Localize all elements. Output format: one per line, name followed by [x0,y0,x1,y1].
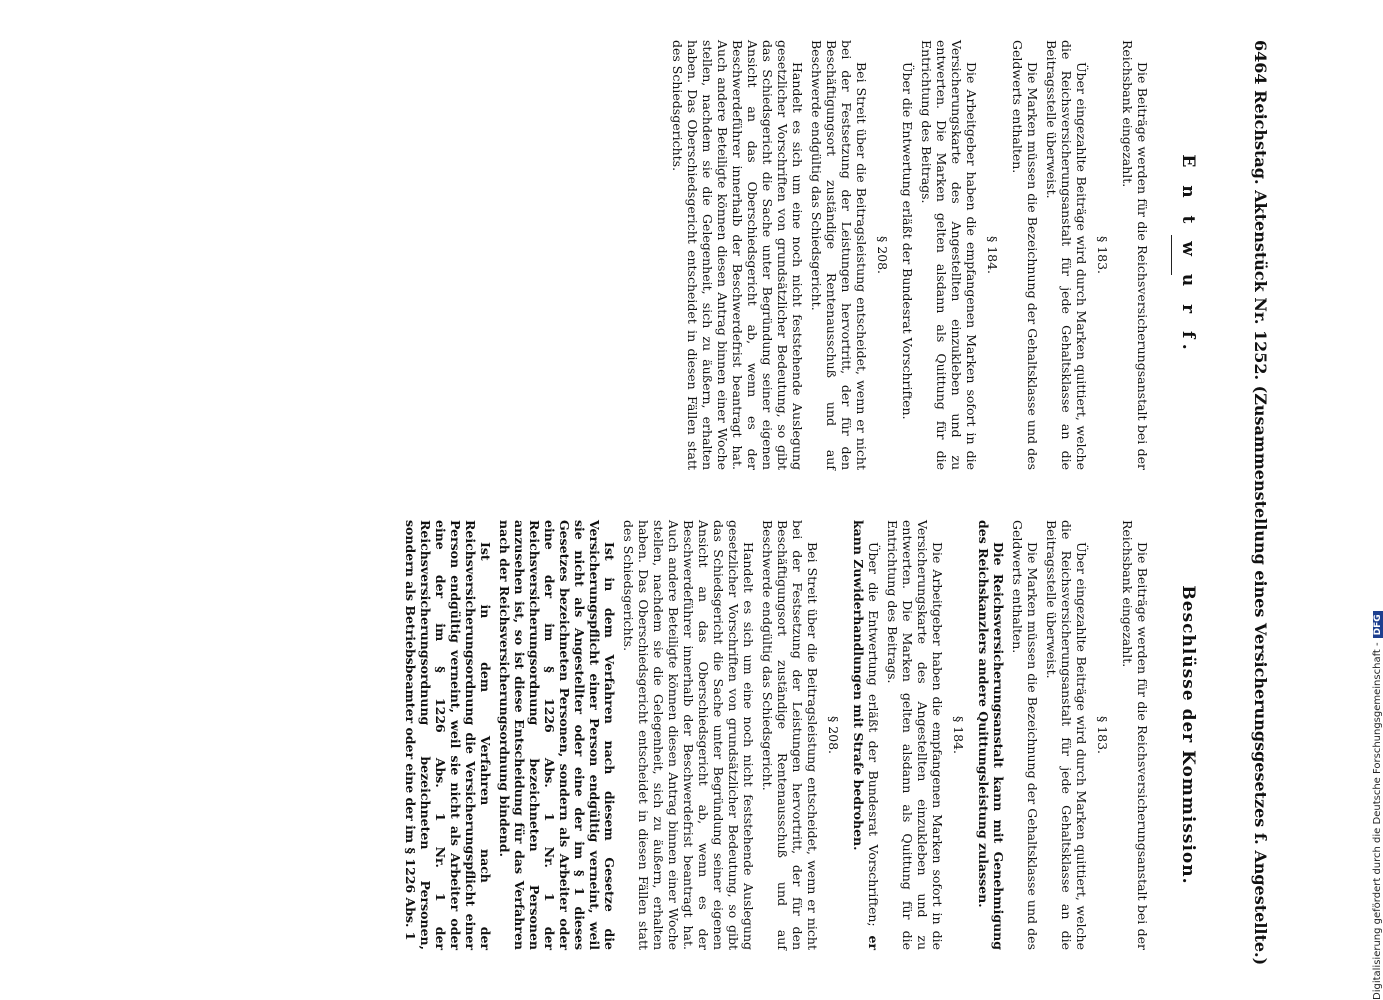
paragraph-text: Über die Entwertung erläßt der Bundesrat Vorschriften; [866,542,881,927]
paragraph: Die Arbeitgeber haben die empfangenen Marken sofort in die Versicherungskarte des Angestellten einzukleben und zu entwerten. Die Marken gelten alsdann als Quittung für die Entrichtung des Beitrags. [885,520,945,950]
section-heading: § 184. [985,235,1000,275]
paragraph [851,520,881,950]
paragraph: Die Arbeitgeber haben die empfangenen Marken sofort in die Versicherungskarte des Angestellten einzukleben und zu entwerten. Die Marken gelten alsdann als Quittung für die Entrichtung des Beitrags. [919,40,979,470]
section-heading: § 183. [1095,715,1110,755]
paragraph: Die Marken müssen die Bezeichnung der Gehaltsklasse und des Geldwerts enthalten. [1010,520,1040,950]
section-heading: § 184. [951,715,966,755]
left-column-title: E n t w u r f. [1178,154,1198,356]
page-header: 6464 Reichstag. Aktenstück Nr. 1252. (Zusammenstellung eines Versicherungsgesetzes f. Angestellte.) [1251,40,1270,966]
paragraph: Handelt es sich um eine noch nicht feststehende Auslegung gesetzlicher Vorschriften von grundsätzlicher Bedeutung, so gibt das Schiedsgericht die Sache unter Begründung seiner eigenen Ansicht an das Oberschiedsgericht ab, wenn es der Beschwerdeführer innerhalb der Beschwerdefrist beantragt hat. Auch andere Beteiligte können diesen Antrag binnen einer Woche stellen, nachdem sie die Gelegenheit, sich zu äußern, erhalten haben. Das Oberschiedsgericht entscheidet in diesen Fällen statt des Schiedsgerichts. [670,40,805,470]
paragraph-amendment: Die Reichsversicherungsanstalt kann mit Genehmigung des Reichskanzlers andere Quittungsleistung zulassen. [976,520,1006,950]
paragraph: Über eingezahlte Beiträge wird durch Marken quittiert, welche die Reichsversicherungsanstalt für jede Gehaltsklasse an die Beitragsstelle überweist. [1044,520,1089,950]
title-rule [1171,235,1172,275]
left-column-draft [666,40,1150,470]
section-heading: § 208. [826,715,841,755]
paragraph: Bei Streit über die Beitragsleistung entscheidet, wenn er nicht bei der Festsetzung der Leistungen hervortritt, der für den Beschäftigungsort zuständige Rentenausschuß und auf Beschwerde endgültig das Schiedsgericht. [760,520,820,950]
section-heading: § 183. [1095,235,1110,275]
footer-text: Digitalisierung gefördert durch die Deutsche Forschungsgemeinschaft - [1372,642,1383,1000]
paragraph-amendment: Ist in dem Verfahren nach der Reichsversicherungsordnung die Versicherungspflicht einer Person endgültig verneint, weil sie nicht als Arbeiter oder eine der im § 1226 Abs. 1 Nr. 1 der Reichsversicherungsordnung bezeichneten Personen, sondern als Betriebsbeamter oder eine der im § 1226 Abs. 1 [403,520,493,950]
right-column-title: Beschlüsse der Kommission. [1178,585,1198,885]
paragraph-amendment: er kann Zuwiderhandlungen mit Strafe bedrohen. [851,520,881,951]
paragraph: Die Beiträge werden für die Reichsversicherungsanstalt bei der Reichsbank eingezahlt. [1120,40,1150,470]
paragraph: Die Beiträge werden für die Reichsversicherungsanstalt bei der Reichsbank eingezahlt. [1120,520,1150,950]
paragraph: Über die Entwertung erläßt der Bundesrat Vorschriften. [900,62,915,420]
paragraph-amendment: Ist in dem Verfahren nach diesem Gesetze die Versicherungspflicht einer Person endgültig verneint, weil sie nicht als Angestellter oder eine der im § 1 dieses Gesetzes bezeichneten Personen, sondern als Arbeiter oder eine der im § 1226 Abs. 1 Nr. 1 der Reichsversicherungsordnung bezeichneten Personen anzusehen ist, so ist diese Entscheidung für das Verfahren nach der Reichsversicherungsordnung bindend. [497,520,617,950]
right-column-commission [399,520,1150,950]
section-heading: § 208. [875,235,890,275]
digitization-footer [1372,611,1383,1000]
paragraph: Bei Streit über die Beitragsleistung entscheidet, wenn er nicht bei der Festsetzung der Leistungen hervortritt, der für den Beschäftigungsort zuständige Rentenausschuß und auf Beschwerde endgültig das Schiedsgericht. [809,40,869,470]
paragraph: Über eingezahlte Beiträge wird durch Marken quittiert, welche die Reichsversicherungsanstalt für jede Gehaltsklasse an die Beitragsstelle überweist. [1044,40,1089,470]
paragraph: Die Marken müssen die Bezeichnung der Gehaltsklasse und des Geldwerts enthalten. [1010,40,1040,470]
dfg-logo: DFG [1373,611,1383,638]
paragraph: Handelt es sich um eine noch nicht feststehende Auslegung gesetzlicher Vorschriften von grundsätzlicher Bedeutung, so gibt das Schiedsgericht die Sache unter Begründung seiner eigenen Ansicht an das Oberschiedsgericht ab, wenn es der Beschwerdeführer innerhalb der Beschwerdefrist beantragt hat. Auch andere Beteiligte können diesen Antrag binnen einer Woche stellen, nachdem sie die Gelegenheit, sich zu äußern, erhalten haben. Das Oberschiedsgericht entscheidet in diesen Fällen statt des Schiedsgerichts. [621,520,756,950]
